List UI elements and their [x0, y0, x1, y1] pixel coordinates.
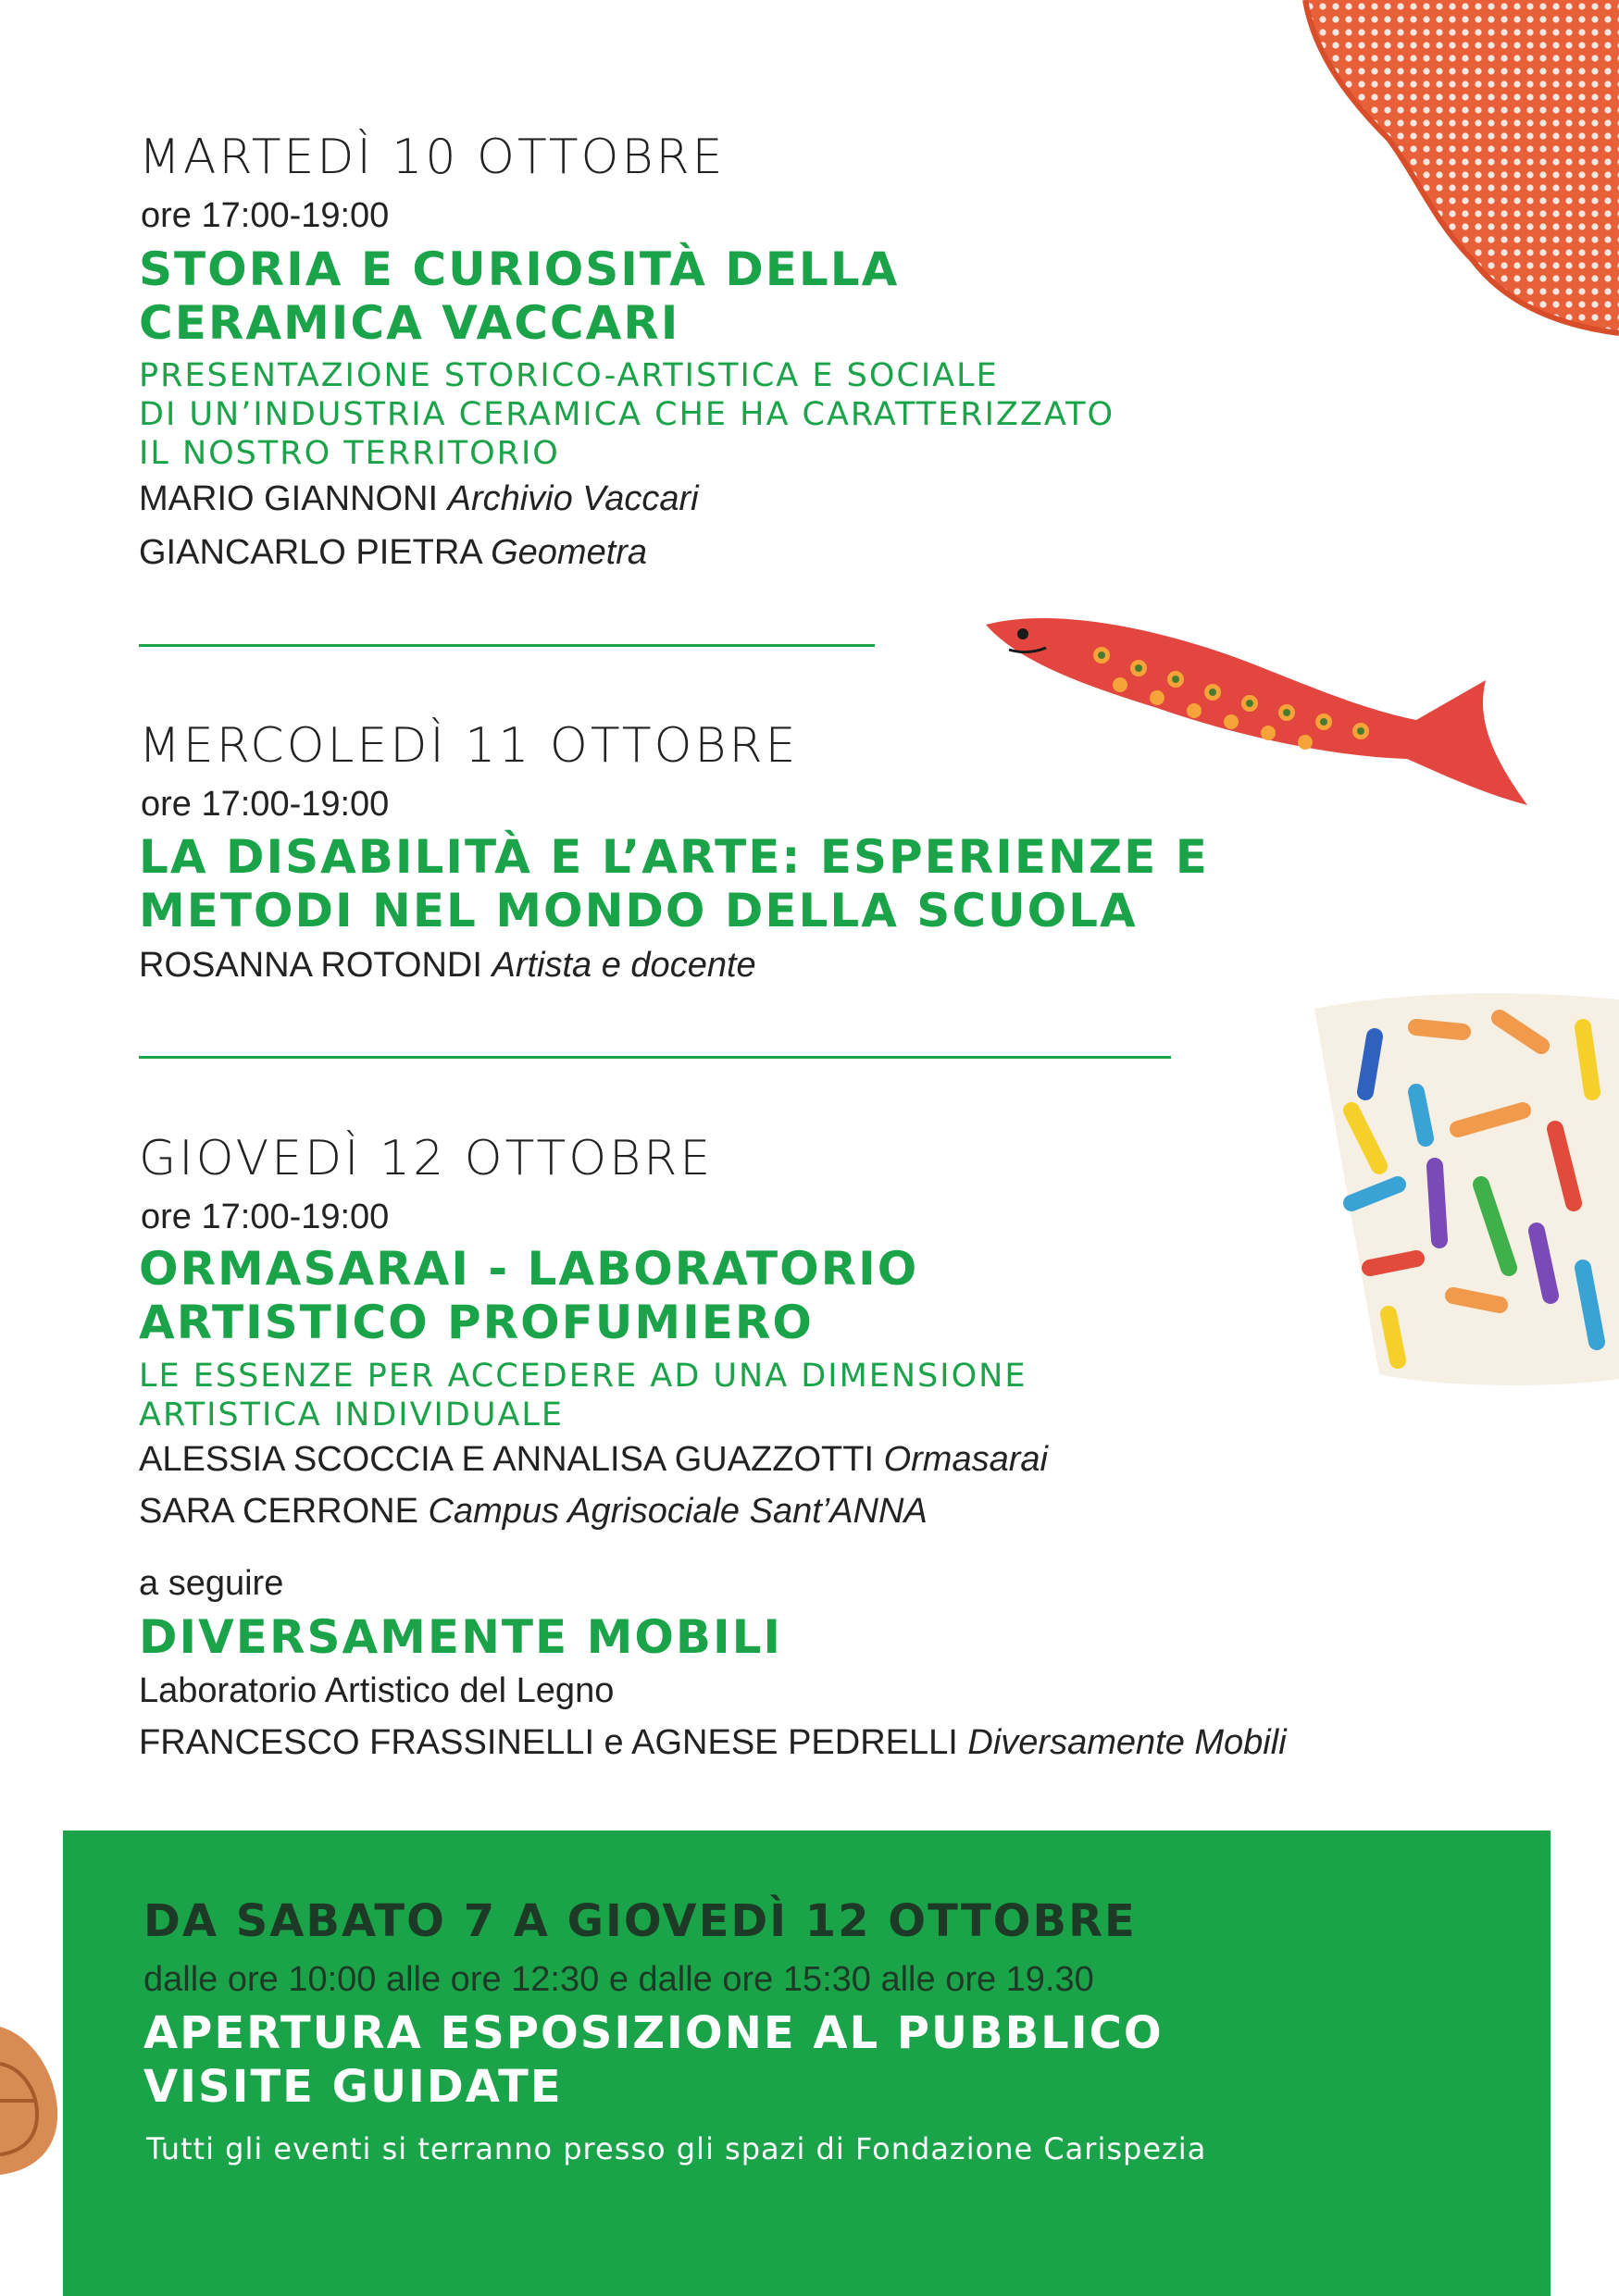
event-2-title: LA DISABILITÀ E L’ARTE: ESPERIENZE E METODI NEL MONDO DELLA SCUOLA: [139, 830, 1209, 937]
event-3-day: GIOVEDÌ 12 OTTOBRE: [139, 1131, 714, 1186]
coral-ceramic-image: [1277, 0, 1619, 342]
cup-ceramic-image: [1314, 990, 1619, 1388]
follow-speaker: FRANCESCO FRASSINELLI e AGNESE PEDRELLI Diversamente Mobili: [139, 1723, 1287, 1762]
exhibition-title: APERTURA ESPOSIZIONE AL PUBBLICO VISITE GUIDATE: [143, 2007, 1164, 2113]
event-2-speaker-1: ROSANNA ROTONDI Artista e docente: [139, 946, 756, 985]
event-3-time: ore 17:00-19:00: [141, 1198, 390, 1236]
event-1-speaker-1: MARIO GIANNONI Archivio Vaccari: [139, 479, 699, 518]
exhibition-note: Tutti gli eventi si terranno presso gli spazi di Fondazione Carispezia: [146, 2131, 1207, 2166]
exhibition-time: dalle ore 10:00 alle ore 12:30 e dalle ore 15:30 alle ore 19.30: [143, 1960, 1094, 1999]
event-1-day: MARTEDÌ 10 OTTOBRE: [139, 130, 726, 185]
fish-ceramic-image: [972, 583, 1527, 824]
divider-2: [139, 1056, 1171, 1059]
exhibition-day: DA SABATO 7 A GIOVEDÌ 12 OTTOBRE: [143, 1895, 1137, 1947]
event-3-speaker-2: SARA CERRONE Campus Agrisociale Sant’ANNA: [139, 1492, 928, 1531]
terracotta-ceramic-image: [0, 2027, 65, 2175]
event-1-speaker-2: GIANCARLO PIETRA Geometra: [139, 533, 648, 572]
event-1-time: ore 17:00-19:00: [141, 196, 390, 235]
event-3-title: ORMASARAI - LABORATORIO ARTISTICO PROFUMIERO: [139, 1242, 919, 1349]
follow-title: DIVERSAMENTE MOBILI: [139, 1610, 783, 1664]
follow-intro: a seguire: [139, 1564, 284, 1603]
event-2-day: MERCOLEDÌ 11 OTTOBRE: [139, 718, 799, 774]
divider-1: [139, 644, 875, 647]
follow-desc: Laboratorio Artistico del Legno: [139, 1671, 615, 1710]
event-3-subtitle: LE ESSENZE PER ACCEDERE AD UNA DIMENSIONE ARTISTICA INDIVIDUALE: [139, 1358, 1027, 1433]
event-1-subtitle: PRESENTAZIONE STORICO-ARTISTICA E SOCIALE DI UN’INDUSTRIA CERAMICA CHE HA CARATTERIZZATO IL NOSTRO TERRITORIO: [139, 357, 1115, 472]
event-2-time: ore 17:00-19:00: [141, 785, 390, 824]
event-3-speaker-1: ALESSIA SCOCCIA E ANNALISA GUAZZOTTI Ormasarai: [139, 1440, 1048, 1479]
event-1-title: STORIA E CURIOSITÀ DELLA CERAMICA VACCARI: [139, 242, 900, 350]
